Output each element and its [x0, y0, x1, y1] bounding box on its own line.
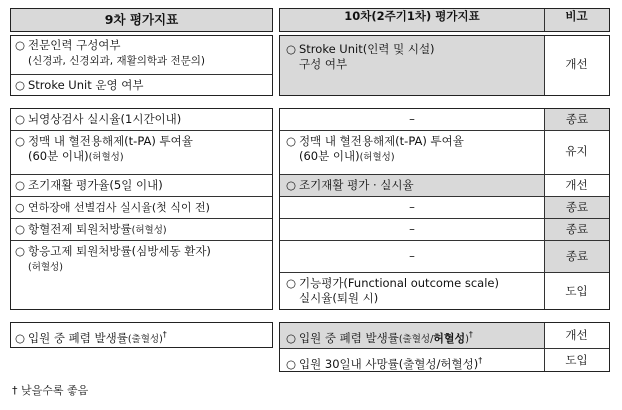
s3-right-row2 — [280, 348, 609, 371]
bullet-circle-icon: ○ — [286, 178, 297, 192]
s2-note-2 — [544, 144, 609, 159]
s2-mid-2a: 정맥 내 혈전용해제(t-PA) 투여율 — [299, 134, 464, 148]
s2-mid-3-text: 조기재활 평가 · 실시율 — [299, 178, 414, 192]
s3-note-1-text: 개선 — [565, 328, 588, 342]
s2-left-row5 — [11, 218, 272, 240]
s2-mid-6-text: – — [409, 249, 415, 263]
s2-left-6-tag: (허혈성) — [28, 262, 63, 273]
s3-mid-1 — [280, 323, 544, 348]
mid-header-cell — [280, 9, 544, 31]
s2-left-row4-text — [15, 200, 270, 215]
s2-left-row2-text — [15, 134, 270, 165]
s2-right-row6 — [280, 240, 609, 272]
s2-note-1 — [545, 109, 609, 130]
s2-note-2-text: 유지 — [565, 144, 588, 158]
s2-mid-2b: (60분 이내) — [299, 149, 360, 163]
s2-note-5-text: 종료 — [565, 222, 589, 236]
s1-note-text: 개선 — [565, 57, 588, 71]
s1-left-divider — [11, 74, 272, 95]
s2-mid-6 — [280, 249, 544, 264]
s2-mid-1-text: – — [409, 112, 415, 126]
s1-mid-1b: 구성 여부 — [299, 57, 348, 71]
s3-mid-1-tag-a: (출혈성/ — [398, 333, 434, 345]
s2-left-row6 — [11, 240, 272, 309]
s2-left-2b: (60분 이내) — [28, 149, 89, 163]
note-header-cell — [544, 9, 609, 31]
s2-left-4: 연하장애 선별검사 실시율(첫 식이 전) — [28, 201, 210, 214]
bullet-circle-icon: ○ — [286, 330, 297, 345]
s2-note-7-text: 도입 — [565, 284, 588, 298]
note-header-text: 비고 — [565, 9, 588, 23]
s2-note-1-text: 종료 — [565, 112, 589, 126]
s2-left-3: 조기재활 평가율(5일 이내) — [28, 178, 163, 192]
s2-right-row5 — [280, 218, 609, 240]
s2-left-row5-text — [15, 222, 270, 238]
s2-mid-7 — [286, 276, 542, 306]
s2-note-7 — [544, 284, 609, 299]
s2-left-2a: 정맥 내 혈전용해제(t-PA) 투여율 — [28, 134, 193, 148]
footnote-text: † 낮을수록 좋음 — [12, 384, 89, 397]
s2-note-4 — [545, 197, 609, 218]
s2-left-row1 — [15, 112, 270, 127]
s2-right-row3 — [280, 174, 609, 196]
s2-left-row4 — [11, 196, 272, 218]
bullet-circle-icon: ○ — [15, 134, 26, 148]
s1-mid-1a: Stroke Unit(인력 및 시설) — [299, 42, 435, 56]
s2-mid-5 — [280, 222, 544, 237]
s2-right-row2 — [280, 130, 609, 174]
s2-left-row6-text — [15, 244, 270, 275]
s2-mid-1 — [280, 112, 544, 127]
s1-left-row1 — [15, 38, 270, 74]
s2-left-5-tag: (허혈성) — [131, 225, 167, 236]
bullet-circle-icon: ○ — [15, 78, 26, 92]
bullet-circle-icon: ○ — [15, 244, 26, 258]
s3-mid-1-tag-b: 허혈성 — [433, 331, 466, 345]
dagger-mark: † — [468, 330, 473, 339]
s3-left-1-tag: (출혈성) — [127, 333, 163, 345]
s2-note-3-text: 개선 — [565, 178, 588, 192]
s1-left-1b: (신경과, 신경외과, 재활의학과 전문의) — [28, 55, 206, 67]
bullet-circle-icon: ○ — [15, 201, 25, 214]
bullet-circle-icon: ○ — [15, 38, 26, 52]
s1-left-row2 — [15, 78, 270, 93]
s2-mid-2-tag: (허혈성) — [359, 152, 395, 163]
s2-note-6 — [545, 241, 609, 272]
bullet-circle-icon: ○ — [286, 356, 297, 371]
mid-header-text: 10차(2주기1차) 평가지표 — [344, 9, 480, 23]
s2-left-5: 항혈전제 퇴원처방률 — [28, 222, 132, 236]
s2-note-4-text: 종료 — [565, 200, 589, 214]
s3-left-1-text: 입원 중 폐렴 발생률 — [28, 330, 128, 345]
s1-left-1a: 전문인력 구성여부 — [28, 38, 121, 52]
dagger-mark: † — [478, 356, 483, 365]
s2-mid-2 — [286, 134, 542, 165]
s3-left-1 — [15, 327, 270, 347]
s2-right-row7 — [280, 272, 609, 309]
s2-mid-4 — [280, 200, 544, 215]
s3-note-2-text: 도입 — [565, 353, 588, 367]
left-header — [10, 8, 273, 32]
s2-mid-5-text: – — [409, 222, 415, 236]
s2-left-row3 — [11, 174, 272, 196]
s2-mid-7a: 기능평가(Functional outcome scale) — [299, 276, 499, 290]
section2-left — [10, 108, 273, 310]
bullet-circle-icon: ○ — [286, 134, 297, 148]
section2-right — [279, 108, 610, 310]
bullet-circle-icon: ○ — [15, 178, 26, 192]
s3-mid-2 — [286, 353, 542, 372]
s1-note — [544, 57, 609, 72]
s3-mid-1-text: 입원 중 폐렴 발생률 — [299, 330, 399, 345]
s2-right-row4 — [280, 196, 609, 218]
s2-mid-3 — [280, 175, 544, 196]
left-header-text: 9차 평가지표 — [104, 12, 179, 27]
section1-left — [10, 35, 273, 96]
s1-left-2: Stroke Unit 운영 여부 — [28, 78, 144, 92]
footnote — [12, 383, 88, 398]
bullet-circle-icon: ○ — [15, 330, 26, 345]
s2-note-6-text: 종료 — [565, 249, 589, 263]
s3-note-1 — [544, 328, 609, 343]
s2-left-2-tag: (허혈성) — [88, 152, 124, 163]
s2-left-1: 뇌영상검사 실시율(1시간이내) — [28, 112, 182, 126]
bullet-circle-icon: ○ — [286, 42, 297, 56]
bullet-circle-icon: ○ — [286, 276, 297, 290]
s1-mid — [280, 36, 544, 95]
section3-right — [279, 322, 610, 372]
s2-left-row2 — [11, 130, 272, 174]
right-header — [279, 8, 610, 32]
section3-left — [10, 322, 273, 348]
section1-right — [279, 35, 610, 96]
s3-mid-2-text: 입원 30일내 사망률(출혈성/허혈성) — [299, 356, 479, 371]
s3-note-2 — [544, 353, 609, 368]
s2-mid-4-text: – — [409, 200, 415, 214]
s2-mid-7b: 실시율(퇴원 시) — [299, 291, 379, 305]
s2-note-5 — [545, 219, 609, 240]
s3-mid-1-tag-c: ) — [465, 333, 469, 345]
bullet-circle-icon: ○ — [15, 222, 26, 236]
s2-left-6a: 항응고제 퇴원처방률(심방세동 환자) — [28, 244, 211, 258]
s2-left-row3-text — [15, 178, 270, 193]
dagger-mark: † — [162, 330, 167, 339]
bullet-circle-icon: ○ — [15, 112, 26, 126]
s2-note-3 — [544, 178, 609, 193]
